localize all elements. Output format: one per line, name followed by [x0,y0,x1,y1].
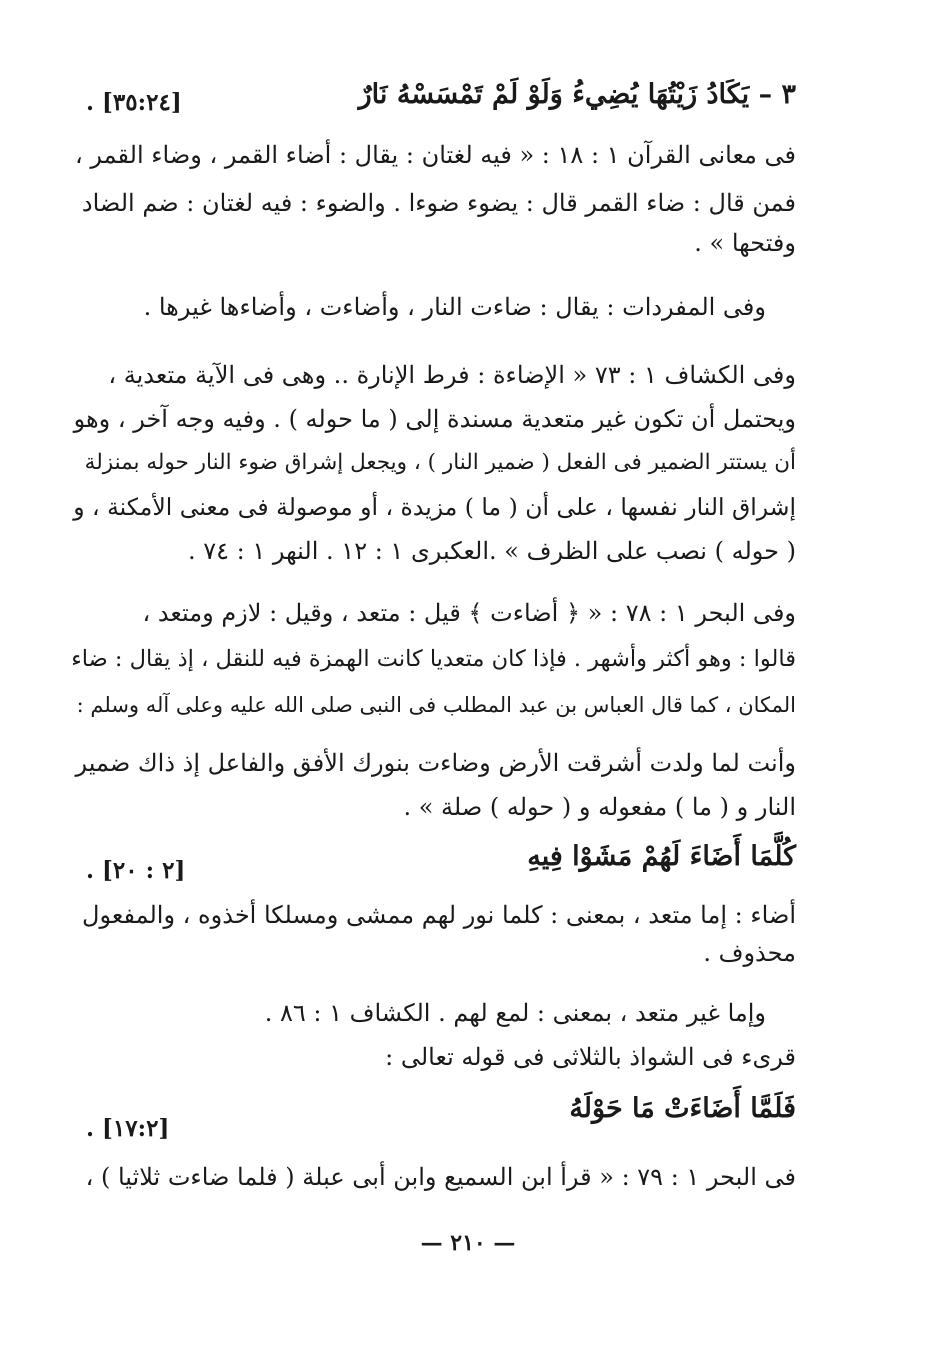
page-number: — ٢١٠ — [420,1230,516,1256]
verse-falamma-reference: [١٧:٢] . [86,1115,170,1142]
paragraph-adaa-line-2: محذوف . [703,939,796,967]
paragraph-adaa-line-1: أضاء : إما متعد ، بمعنى : كلما نور لهم ممشى ومسلكا أخذوه ، والمفعول [82,901,796,929]
paragraph-kashshaf-line-3: أن يستتر الضمير فى الفعل ( ضمير النار ) ، ويجعل إشراق ضوء النار حوله بمنزلة [84,450,796,475]
poetry-line-2: النار و ( ما ) مفعوله و ( حوله ) صلة » . [403,793,796,821]
paragraph-kashshaf-line-5: ( حوله ) نصب على الظرف » .العكبرى ١ : ١٢ . النهر ١ : ٧٤ . [187,537,796,565]
paragraph-kashshaf-line-2: ويحتمل أن تكون غير متعدية مسندة إلى ( ما حوله ) . وفيه وجه آخر ، وهو [73,405,796,433]
verse-falamma: فَلَمَّا أَضَاءَتْ مَا حَوْلَهُ [569,1093,796,1124]
paragraph-ghayr-mutaadd: وإما غير متعد ، بمعنى : لمع لهم . الكشاف ١ : ٨٦ . [264,999,766,1027]
verse-reference: [٣٥:٢٤] . [86,89,182,116]
paragraph-maani-line-2: فمن قال : ضاء القمر قال : يضوء ضوءا . والضوء : فيه لغتان : ضم الضاد [81,189,796,217]
paragraph-bahr-line-3: المكان ، كما قال العباس بن عبد المطلب فى النبى صلى الله عليه وعلى آله وسلم : [76,693,796,717]
verse-kullama: كُلَّمَا أَضَاءَ لَهُمْ مَشَوْا فِيهِ [527,841,796,872]
paragraph-maani-line-1: فى معانى القرآن ١ : ١٨ : « فيه لغتان : يقال : أضاء القمر ، وضاء القمر ، [75,141,796,169]
verse-kullama-reference: [٢ : ٢٠] . [86,857,186,884]
paragraph-shawadh: قرىء فى الشواذ بالثلاثى فى قوله تعالى : [385,1043,796,1071]
paragraph-mufradat: وفى المفردات : يقال : ضاءت النار ، وأضاءت ، وأضاءها غيرها . [143,293,766,321]
paragraph-bahr-line-1: وفى البحر ١ : ٧٨ : « ﴿ أضاءت ﴾ قيل : متعد ، وقيل : لازم ومتعد ، [142,599,796,627]
poetry-line-1: وأنت لما ولدت أشرقت الأرض وضاءت بنورك الأفق والفاعل إذ ذاك ضمير [75,749,796,777]
paragraph-bahr-qiraa: فى البحر ١ : ٧٩ : « قرأ ابن السميع وابن أبى عبلة ( فلما ضاءت ثلاثيا ) ، [85,1163,796,1191]
paragraph-kashshaf-line-4: إشراق النار نفسها ، على أن ( ما ) مزيدة ، أو موصولة فى معنى الأمكنة ، و [73,493,796,521]
paragraph-bahr-line-2: قالوا : وهو أكثر وأشهر . فإذا كان متعديا كانت الهمزة فيه للنقل ، إذ يقال : ضاء [71,646,796,672]
verse-heading: ٣ – يَكَادُ زَيْتُهَا يُضِيءُ وَلَوْ لَمْ تَمْسَسْهُ نَارٌ [358,79,796,110]
paragraph-maani-line-3: وفتحها » . [694,229,796,257]
paragraph-kashshaf-line-1: وفى الكشاف ١ : ٧٣ « الإضاءة : فرط الإنارة .. وهى فى الآية متعدية ، [108,361,796,389]
